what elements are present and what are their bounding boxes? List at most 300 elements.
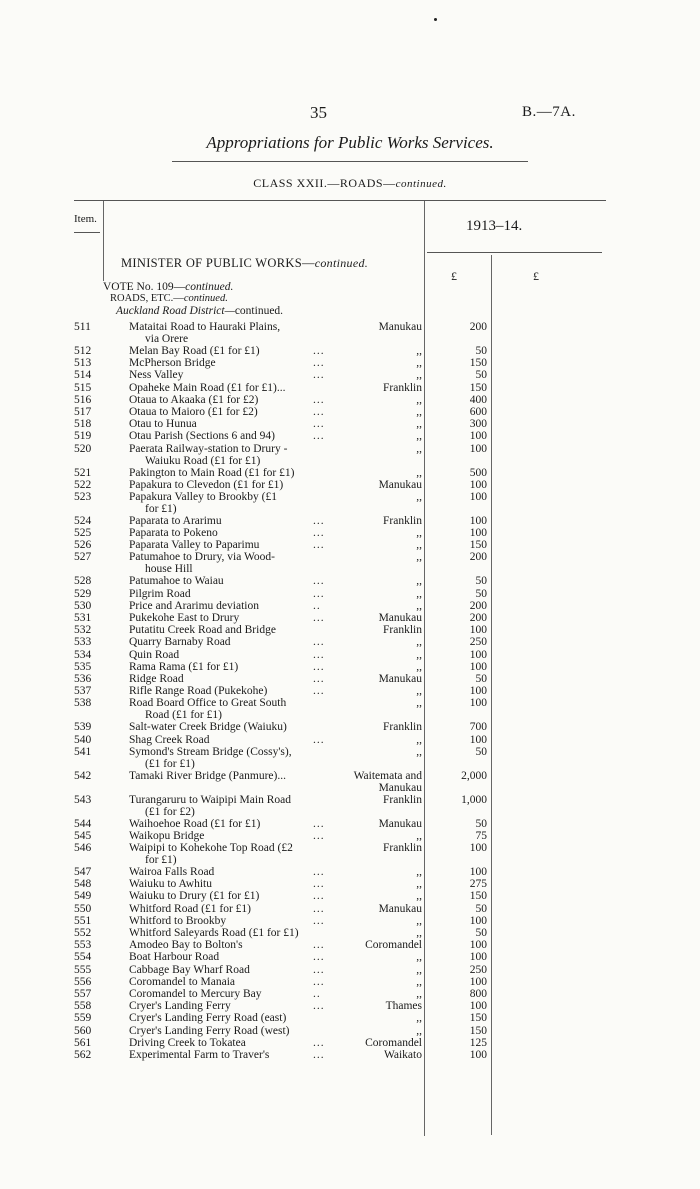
item-number: 547 (74, 866, 92, 879)
item-description-line: Pakington to Main Road (£1 for £1) (129, 466, 295, 479)
item-district (330, 1000, 422, 1012)
item-description-line: Quarry Barnaby Road (129, 636, 231, 649)
item-description-line: Patumahoe to Waiau (129, 575, 224, 588)
leader-dots: ... (313, 514, 325, 527)
table-row (0, 794, 700, 818)
leader-dots: ... (313, 430, 325, 443)
table-row (0, 1012, 700, 1024)
table-row (0, 394, 700, 406)
item-description-line: Cabbage Bay Wharf Road (129, 963, 250, 976)
leader-dots: ... (313, 733, 325, 746)
class-heading-text: CLASS XXII.—ROADS— (253, 176, 396, 190)
document-reference: B.—7A. (522, 104, 576, 120)
item-amount: 200 (469, 321, 487, 333)
item-description (129, 649, 329, 661)
minister-continued: continued. (314, 256, 369, 270)
district-continued: continued. (234, 305, 284, 317)
item-description (129, 1025, 329, 1037)
item-district-line: ,, (416, 914, 422, 927)
column-divider-left (103, 201, 104, 281)
item-district (330, 600, 422, 612)
table-row (0, 345, 700, 357)
table-row (0, 382, 700, 394)
item-district (330, 830, 422, 842)
roads-text: ROADS, ETC.— (110, 293, 184, 304)
leader-dots: ... (313, 648, 325, 661)
item-number: 524 (74, 514, 92, 527)
table-row (0, 1049, 700, 1061)
item-number: 527 (74, 551, 92, 564)
item-description (129, 964, 329, 976)
table-row (0, 588, 700, 600)
item-district (330, 927, 422, 939)
item-description (129, 527, 329, 539)
item-district-continuation: Manukau (378, 781, 422, 794)
item-district-line: ,, (416, 1012, 422, 1025)
item-district (330, 515, 422, 527)
item-district (330, 1049, 422, 1061)
leader-dots: ... (313, 685, 325, 698)
item-description (129, 539, 329, 551)
table-row (0, 430, 700, 442)
minister-heading (121, 256, 368, 271)
item-district (330, 539, 422, 551)
item-amount: 100 (469, 442, 487, 455)
item-description-line: Otaua to Maioro (£1 for £2) (129, 405, 258, 418)
item-description (129, 612, 329, 624)
item-description-line: Papakura to Clevedon (£1 for £1) (129, 478, 284, 491)
item-district (330, 321, 422, 333)
item-amount: 100 (469, 733, 487, 746)
item-amount: 400 (469, 393, 487, 406)
item-district (330, 770, 422, 794)
item-number: 520 (74, 442, 92, 455)
table-row (0, 624, 700, 636)
item-header-rule (74, 232, 100, 233)
page-title: Appropriations for Public Works Services. (206, 133, 494, 152)
item-number: 544 (74, 817, 92, 830)
item-description (129, 903, 329, 915)
table-top-rule (74, 200, 606, 201)
item-amount: 50 (475, 575, 487, 588)
item-district-line: ,, (416, 733, 422, 746)
item-amount: 200 (469, 612, 487, 624)
item-amount: 150 (469, 1012, 487, 1025)
table-row (0, 491, 700, 515)
leader-dots: ... (313, 963, 325, 976)
item-amount: 250 (469, 963, 487, 976)
item-description (129, 636, 329, 648)
item-district-line: ,, (416, 878, 422, 891)
item-district-line: ,, (416, 490, 422, 503)
item-district-line: Thames (385, 1000, 422, 1013)
item-description (129, 515, 329, 527)
item-description (129, 661, 329, 673)
item-district (330, 866, 422, 878)
table-row (0, 575, 700, 587)
item-number: 532 (74, 624, 92, 637)
item-district (330, 479, 422, 491)
items-table (0, 321, 700, 1061)
pound-sign-left: £ (451, 269, 457, 283)
item-amount: 50 (475, 587, 487, 600)
item-number: 516 (74, 393, 92, 406)
item-district (330, 551, 422, 563)
item-number: 514 (74, 369, 92, 382)
item-amount: 600 (469, 405, 487, 418)
item-number: 545 (74, 829, 92, 842)
item-description-line: Quin Road (129, 648, 180, 661)
table-row (0, 467, 700, 479)
item-description-line: Wairoa Falls Road (129, 866, 215, 879)
item-district-line: Franklin (383, 793, 422, 806)
table-row (0, 527, 700, 539)
table-row (0, 890, 700, 902)
item-number: 549 (74, 890, 92, 903)
item-district (330, 673, 422, 685)
item-amount: 500 (469, 466, 487, 479)
item-district (330, 624, 422, 636)
leader-dots: ... (313, 1048, 325, 1061)
item-description (129, 890, 329, 902)
leader-dots: ... (313, 418, 325, 431)
item-description (129, 878, 329, 890)
leader-dots: ... (313, 612, 325, 624)
item-district (330, 1012, 422, 1024)
item-description-line: Otau Parish (Sections 6 and 94) (129, 430, 275, 443)
item-description (129, 794, 329, 818)
item-amount: 100 (469, 624, 487, 637)
item-district (330, 915, 422, 927)
item-description-line: Rifle Range Road (Pukekohe) (129, 685, 268, 698)
table-row (0, 418, 700, 430)
table-row (0, 661, 700, 673)
item-district (330, 649, 422, 661)
item-number: 562 (74, 1048, 92, 1061)
table-row (0, 951, 700, 963)
item-number: 536 (74, 672, 92, 685)
item-district (330, 382, 422, 394)
item-description-line: Opaheke Main Road (£1 for £1)... (129, 381, 286, 394)
item-description (129, 818, 329, 830)
item-description (129, 321, 329, 345)
item-description (129, 382, 329, 394)
item-description-line: Pilgrim Road (129, 587, 191, 600)
item-amount: 50 (475, 369, 487, 382)
item-description-line: Whitford Saleyards Road (£1 for £1) (129, 927, 299, 939)
item-description-line: Price and Ararimu deviation (129, 599, 259, 612)
table-row (0, 443, 700, 467)
item-amount: 50 (475, 927, 487, 939)
leader-dots: ... (313, 527, 325, 540)
item-description-line: Amodeo Bay to Bolton's (129, 939, 243, 952)
item-description (129, 939, 329, 951)
item-district-line: ,, (416, 697, 422, 710)
item-district (330, 976, 422, 988)
item-description (129, 697, 329, 721)
item-district (330, 491, 422, 503)
item-description-line: Waiuku to Awhitu (129, 878, 212, 891)
table-row (0, 357, 700, 369)
leader-dots: ... (313, 1000, 325, 1013)
table-row (0, 866, 700, 878)
item-district (330, 418, 422, 430)
item-district-line: ,, (416, 539, 422, 552)
item-description (129, 406, 329, 418)
item-description-line: Whitford Road (£1 for £1) (129, 902, 251, 915)
item-description-line: Waipipi to Kohekohe Top Road (£2 (129, 842, 293, 855)
item-description-line: Road Board Office to Great South (129, 697, 287, 710)
item-district-line: ,, (416, 442, 422, 455)
item-number: 543 (74, 793, 92, 806)
item-amount: 75 (475, 829, 487, 842)
title-rule (172, 161, 528, 162)
table-row (0, 878, 700, 890)
item-description (129, 1049, 329, 1061)
table-row (0, 479, 700, 491)
item-description-line: Waihoehoe Road (£1 for £1) (129, 817, 261, 830)
item-number: 551 (74, 914, 92, 927)
table-row (0, 539, 700, 551)
item-description-continuation: via Orere (145, 333, 189, 345)
item-amount: 100 (469, 939, 487, 952)
table-row (0, 636, 700, 648)
item-amount: 50 (475, 902, 487, 915)
item-district (330, 890, 422, 902)
item-description-line: Paparata to Pokeno (129, 527, 218, 540)
item-description-line: Pukekohe East to Drury (129, 612, 240, 624)
item-amount: 100 (469, 685, 487, 698)
item-amount: 300 (469, 418, 487, 431)
item-description (129, 951, 329, 963)
district-heading (116, 305, 283, 317)
item-district-line: ,, (416, 685, 422, 698)
item-amount: 100 (469, 951, 487, 964)
item-amount: 100 (469, 430, 487, 443)
item-description (129, 345, 329, 357)
item-district (330, 988, 422, 1000)
item-description-line: Otaua to Akaaka (£1 for £2) (129, 393, 259, 406)
leader-dots: ... (313, 817, 325, 830)
item-description-line: Coromandel to Mercury Bay (129, 987, 262, 1000)
item-amount: 250 (469, 636, 487, 649)
item-district-line: ,, (416, 1024, 422, 1037)
item-district-line: ,, (416, 636, 422, 649)
item-amount: 200 (469, 551, 487, 564)
leader-dots: ... (313, 539, 325, 552)
item-amount: 50 (475, 817, 487, 830)
item-number: 550 (74, 902, 92, 915)
item-district (330, 842, 422, 854)
item-column-header: Item. (74, 213, 97, 225)
item-description-line: Tamaki River Bridge (Panmure)... (129, 769, 286, 782)
item-description-line: Paparata Valley to Paparimu (129, 539, 260, 552)
item-description-line: Waiuku to Drury (£1 for £1) (129, 890, 260, 903)
item-district (330, 588, 422, 600)
item-amount: 100 (469, 478, 487, 491)
item-description-line: Melan Bay Road (£1 for £1) (129, 345, 260, 357)
leader-dots: .. (313, 599, 321, 612)
item-description-line: Paerata Railway-station to Drury - (129, 442, 288, 455)
item-amount: 125 (469, 1036, 487, 1049)
class-heading (0, 176, 700, 191)
item-district (330, 721, 422, 733)
item-amount: 2,000 (461, 769, 487, 782)
item-description-line: Patumahoe to Drury, via Wood- (129, 551, 275, 564)
item-number: 530 (74, 599, 92, 612)
item-amount: 100 (469, 490, 487, 503)
item-description (129, 1037, 329, 1049)
table-row (0, 369, 700, 381)
item-district-line: ,, (416, 829, 422, 842)
item-district-line: ,, (416, 890, 422, 903)
item-number: 558 (74, 1000, 92, 1013)
item-description (129, 685, 329, 697)
item-district-line: Franklin (383, 721, 422, 734)
roads-continued: continued. (183, 293, 228, 304)
item-district-line: ,, (416, 527, 422, 540)
leader-dots: ... (313, 672, 325, 685)
item-description-continuation: Road (£1 for £1) (145, 709, 222, 722)
leader-dots: ... (313, 914, 325, 927)
item-district-line: ,, (416, 345, 422, 357)
item-description (129, 369, 329, 381)
item-district-line: Franklin (383, 624, 422, 637)
item-description-line: Driving Creek to Tokatea (129, 1036, 246, 1049)
item-district (330, 467, 422, 479)
item-description (129, 624, 329, 636)
item-number: 529 (74, 587, 92, 600)
item-description (129, 575, 329, 587)
table-row (0, 685, 700, 697)
page-number: 35 (310, 103, 327, 122)
item-number: 561 (74, 1036, 92, 1049)
item-number: 553 (74, 939, 92, 952)
item-district-line: ,, (416, 745, 422, 758)
item-number: 534 (74, 648, 92, 661)
item-district-line: ,, (416, 369, 422, 382)
item-district-line: ,, (416, 927, 422, 939)
table-row (0, 915, 700, 927)
item-district (330, 345, 422, 357)
item-district-line: ,, (416, 405, 422, 418)
item-amount: 50 (475, 672, 487, 685)
item-description-line: Ness Valley (129, 369, 184, 382)
leader-dots: ... (313, 345, 325, 357)
item-description (129, 394, 329, 406)
table-row (0, 746, 700, 770)
item-description-line: Shag Creek Road (129, 733, 210, 746)
item-number: 533 (74, 636, 92, 649)
item-amount: 800 (469, 987, 487, 1000)
item-number: 535 (74, 660, 92, 673)
item-description (129, 842, 329, 866)
item-amount: 100 (469, 514, 487, 527)
item-description-line: Turangaruru to Waipipi Main Road (129, 793, 291, 806)
item-number: 546 (74, 842, 92, 855)
item-district (330, 527, 422, 539)
item-description-line: Putatitu Creek Road and Bridge (129, 624, 276, 637)
item-description (129, 1012, 329, 1024)
table-row (0, 551, 700, 575)
table-row (0, 734, 700, 746)
item-description-line: Cryer's Landing Ferry Road (west) (129, 1024, 290, 1037)
leader-dots: ... (313, 890, 325, 903)
item-district (330, 746, 422, 758)
pound-sign-right: £ (533, 269, 539, 283)
leader-dots: ... (313, 951, 325, 964)
leader-dots: ... (313, 357, 325, 370)
item-district-line: Manukau (378, 672, 422, 685)
item-amount: 150 (469, 381, 487, 394)
item-description (129, 746, 329, 770)
item-district (330, 697, 422, 709)
item-number: 531 (74, 612, 92, 624)
item-number: 541 (74, 745, 92, 758)
item-district (330, 1025, 422, 1037)
table-row (0, 842, 700, 866)
table-row (0, 515, 700, 527)
item-district (330, 903, 422, 915)
item-district-line: ,, (416, 575, 422, 588)
item-amount: 1,000 (461, 793, 487, 806)
item-district-line: ,, (416, 660, 422, 673)
item-description (129, 357, 329, 369)
item-amount: 700 (469, 721, 487, 734)
item-number: 557 (74, 987, 92, 1000)
item-number: 518 (74, 418, 92, 431)
leader-dots: ... (313, 829, 325, 842)
item-amount: 50 (475, 745, 487, 758)
item-amount: 100 (469, 975, 487, 988)
table-row (0, 612, 700, 624)
item-amount: 100 (469, 1000, 487, 1013)
table-row (0, 1000, 700, 1012)
item-district-line: ,, (416, 951, 422, 964)
item-amount: 100 (469, 914, 487, 927)
item-description-continuation: for £1) (145, 854, 177, 867)
table-row (0, 770, 700, 794)
item-description (129, 551, 329, 575)
item-district (330, 443, 422, 455)
item-description-line: Waikopu Bridge (129, 829, 205, 842)
leader-dots: ... (313, 1036, 325, 1049)
item-district-line: Manukau (378, 817, 422, 830)
item-district-line: ,, (416, 430, 422, 443)
leader-dots: ... (313, 636, 325, 649)
leader-dots: ... (313, 405, 325, 418)
item-number: 540 (74, 733, 92, 746)
leader-dots: ... (313, 575, 325, 588)
item-district-line: ,, (416, 866, 422, 879)
item-description (129, 721, 329, 733)
item-number: 525 (74, 527, 92, 540)
table-row (0, 964, 700, 976)
leader-dots: ... (313, 878, 325, 891)
item-district (330, 964, 422, 976)
item-district (330, 369, 422, 381)
roads-heading (110, 293, 228, 304)
item-district (330, 939, 422, 951)
item-amount: 100 (469, 660, 487, 673)
item-description (129, 479, 329, 491)
table-row (0, 988, 700, 1000)
item-description-line: Experimental Farm to Traver's (129, 1048, 270, 1061)
item-number: 560 (74, 1024, 92, 1037)
table-row (0, 673, 700, 685)
item-description-line: Paparata to Ararimu (129, 514, 222, 527)
item-amount: 100 (469, 697, 487, 710)
